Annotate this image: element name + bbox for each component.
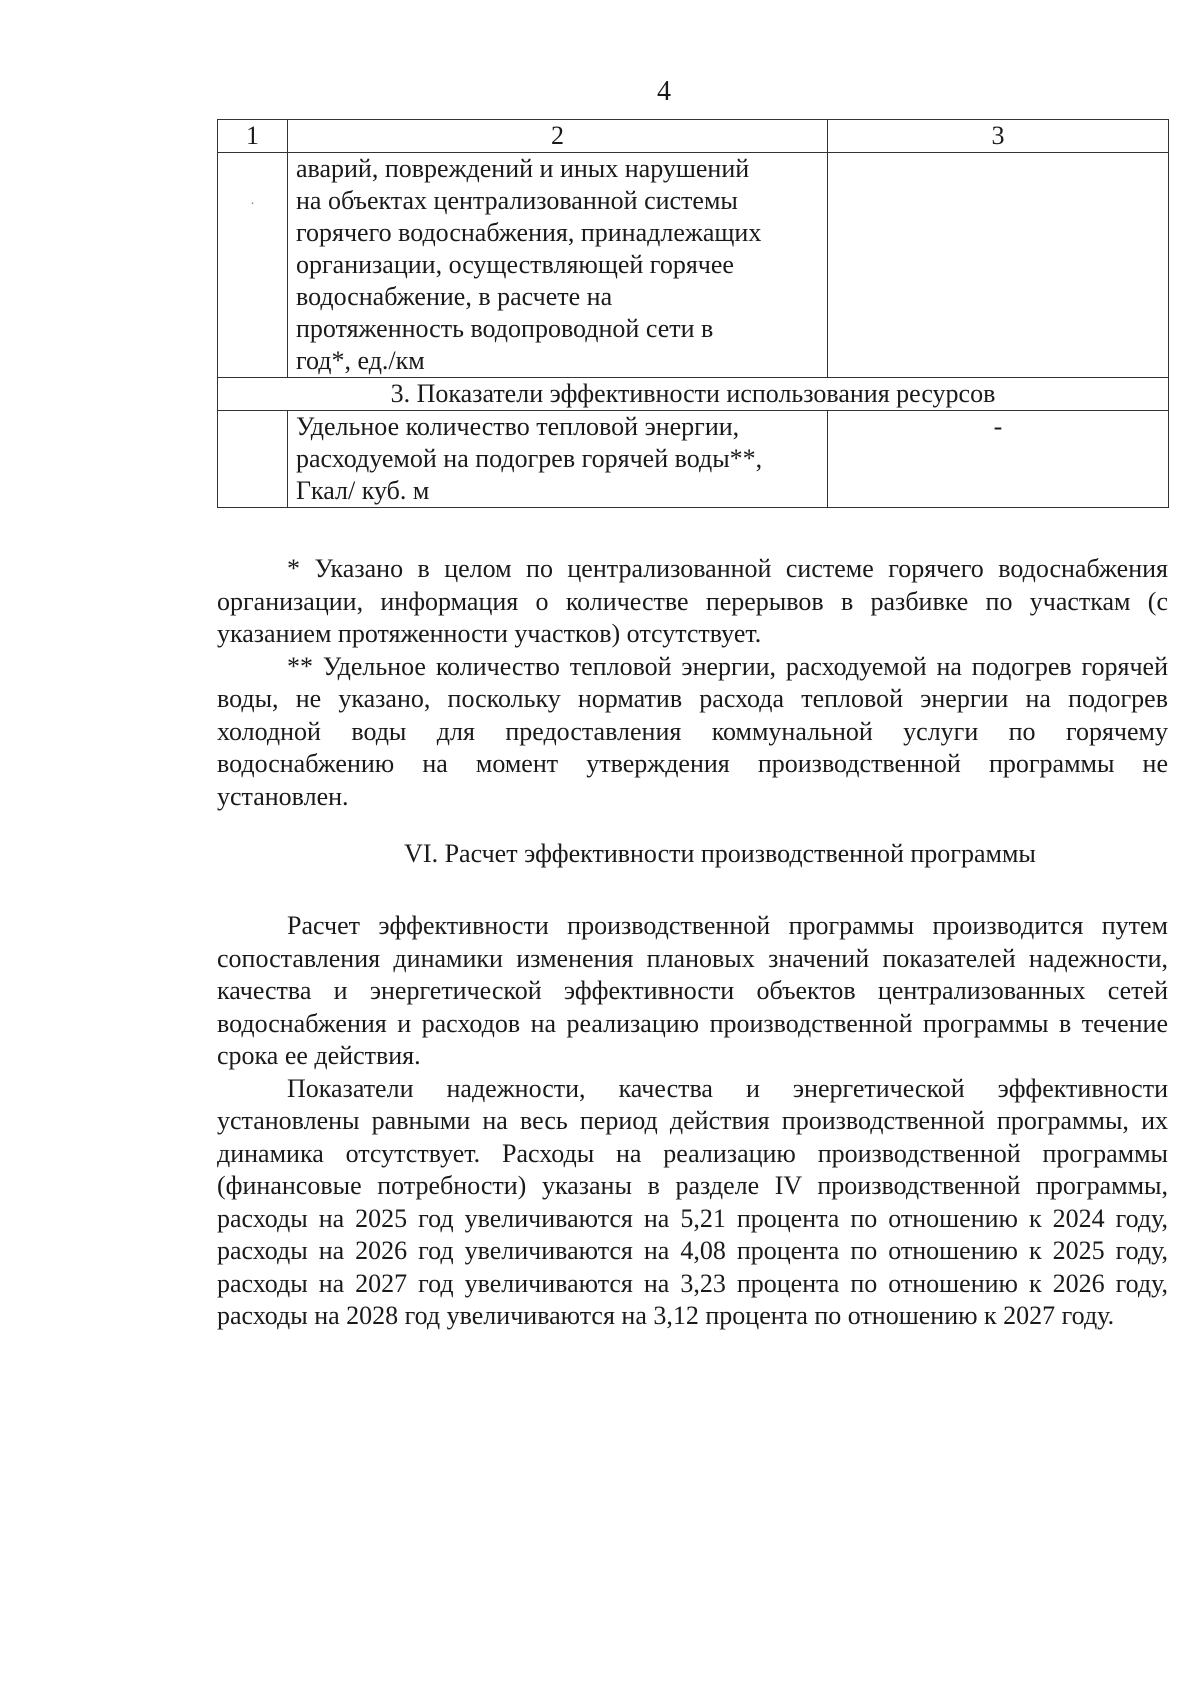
table-cell-description (288, 153, 828, 378)
page-number: 4 (657, 76, 671, 107)
section-title: VI. Расчет эффективности производственной программы (404, 839, 1036, 868)
cell-line: на объектах централизованной системы (296, 186, 738, 215)
table-header-col1: 1 (218, 120, 288, 153)
table-section-row (218, 378, 1169, 411)
cell-line: Удельное количество тепловой энергии, (296, 412, 740, 441)
table-cell-number (218, 153, 288, 378)
cell-line: горячего водоснабжения, принадлежащих (296, 218, 762, 247)
table-cell-value: - (828, 411, 1169, 508)
cell-line: год*, ед./км (296, 346, 425, 375)
table-header-col2: 2 (288, 120, 828, 153)
cell-line: водоснабжение, в расчете на (296, 282, 613, 311)
cell-line: протяженность водопроводной сети в (296, 314, 714, 343)
footnote-1: * Указано в целом по централизованной системе горячего водоснабжения организации, информация о количестве перерывов в разбивке по участкам (с указанием протяженности участков) отсутствует. (217, 554, 1168, 648)
table-row (218, 153, 1169, 378)
table-row (218, 411, 1169, 508)
table-section-title: 3. Показатели эффективности использования ресурсов (218, 378, 1169, 411)
footnotes (217, 553, 1168, 813)
footnote-2: ** Удельное количество тепловой энергии, расходуемой на подогрев горячей воды, не указано, поскольку норматив расхода тепловой энергии на подогрев холодной воды для предоставления коммунальной услуги по горячему водоснабжению на момент утверждения производственной программы не установлен. (217, 651, 1168, 811)
cell-line: организации, осуществляющей горячее (296, 250, 734, 279)
table-header-col3: 3 (828, 120, 1169, 153)
cell-line: Гкал/ куб. м (296, 476, 430, 505)
section-paragraph-2: Показатели надежности, качества и энергетической эффективности установлены равными на весь период действия производственной программы, их динамика отсутствует. Расходы на реализацию производственной программы (финансовые потребности) указаны в разделе IV производственной программы, расходы на 2025 год увеличиваются на 5,21 процента по отношению к 2024 году, расходы на 2026 год увеличиваются на 4,08 процента по отношению к 2025 году, расходы на 2027 год увеличиваются на 3,23 процента по отношению к 2026 году, расходы на 2028 год увеличиваются на 3,12 процента по отношению к 2027 году. (217, 1073, 1168, 1330)
table-cell-number (218, 411, 288, 508)
cell-line: расходуемой на подогрев горячей воды**, (296, 444, 763, 473)
table-cell-value (828, 153, 1169, 378)
table-cell-mark: · (250, 197, 255, 212)
table-cell-description (288, 411, 828, 508)
section-paragraph-1: Расчет эффективности производственной программы производится путем сопоставления динамики изменения плановых значений показателей надежности, качества и энергетической эффективности объектов централизованных сетей водоснабжения и расходов на реализацию производственной программы в течение срока ее действия. (217, 911, 1168, 1070)
cell-line: аварий, повреждений и иных нарушений (296, 154, 750, 183)
section-body (217, 910, 1168, 1333)
table-header-row (218, 120, 1169, 153)
indicators-table (217, 119, 1169, 508)
